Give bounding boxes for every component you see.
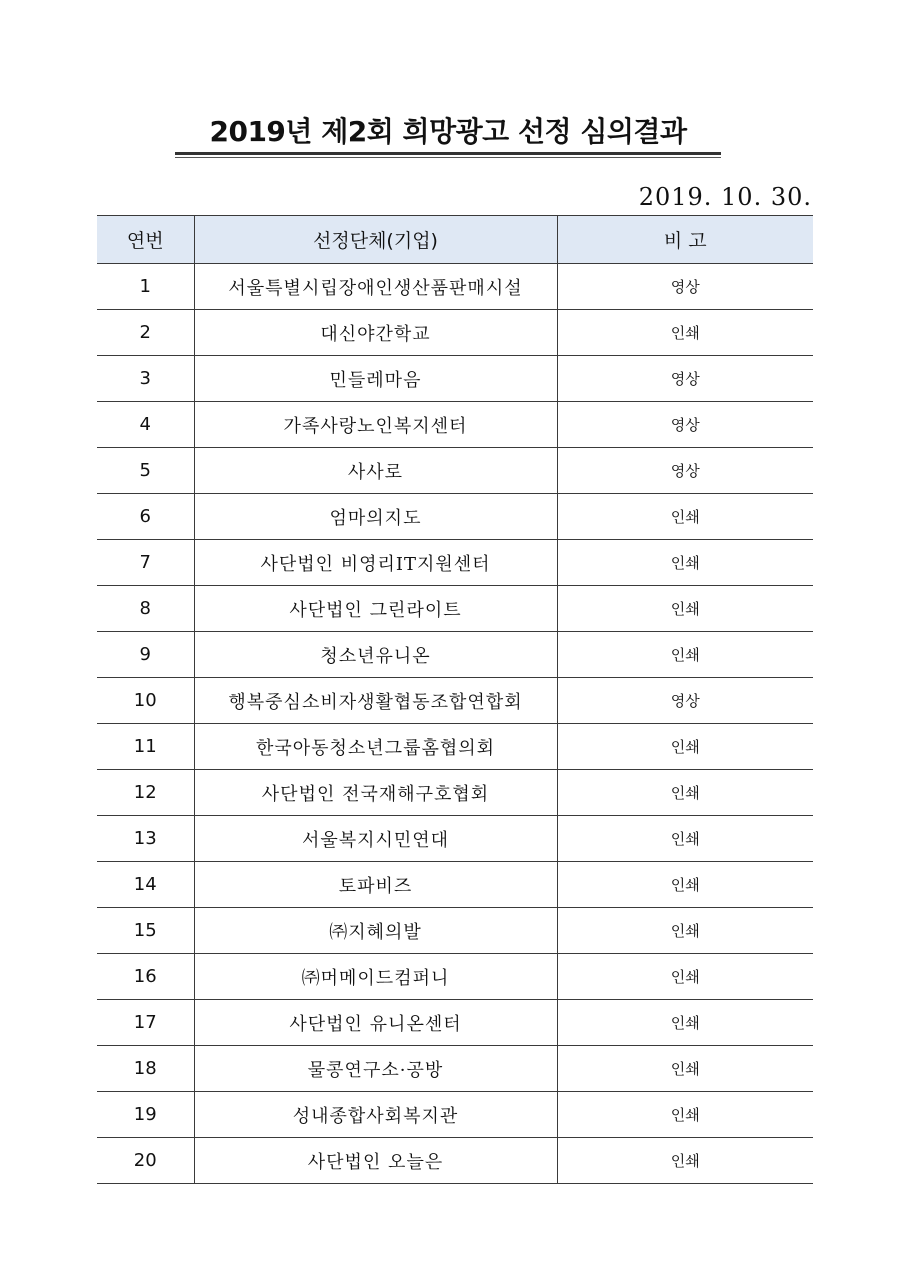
table-row xyxy=(97,540,813,586)
row-number: 13 xyxy=(97,816,194,862)
row-number: 3 xyxy=(97,356,194,402)
selection-results-table xyxy=(97,215,813,1184)
row-organization: 엄마의지도 xyxy=(194,494,557,540)
row-organization: 성내종합사회복지관 xyxy=(194,1092,557,1138)
row-organization: 민들레마음 xyxy=(194,356,557,402)
row-number: 5 xyxy=(97,448,194,494)
row-remark: 인쇄 xyxy=(557,1000,813,1046)
row-organization: 토파비즈 xyxy=(194,862,557,908)
table-row xyxy=(97,1138,813,1184)
table-row xyxy=(97,448,813,494)
row-organization: 청소년유니온 xyxy=(194,632,557,678)
row-organization: 사단법인 유니온센터 xyxy=(194,1000,557,1046)
row-organization: 물콩연구소·공방 xyxy=(194,1046,557,1092)
row-number: 6 xyxy=(97,494,194,540)
table-row xyxy=(97,954,813,1000)
row-remark: 인쇄 xyxy=(557,954,813,1000)
row-remark: 영상 xyxy=(557,678,813,724)
row-number: 11 xyxy=(97,724,194,770)
row-number: 18 xyxy=(97,1046,194,1092)
row-organization: 사단법인 그린라이트 xyxy=(194,586,557,632)
row-number: 14 xyxy=(97,862,194,908)
table-row xyxy=(97,264,813,310)
header-number: 연번 xyxy=(97,216,194,264)
row-organization: 사단법인 비영리IT지원센터 xyxy=(194,540,557,586)
table-row xyxy=(97,862,813,908)
header-organization: 선정단체(기업) xyxy=(194,216,557,264)
table-row xyxy=(97,310,813,356)
row-number: 12 xyxy=(97,770,194,816)
table-row xyxy=(97,1092,813,1138)
row-remark: 인쇄 xyxy=(557,1046,813,1092)
row-organization: 가족사랑노인복지센터 xyxy=(194,402,557,448)
page-title: 2019년 제2회 희망광고 선정 심의결과 xyxy=(209,115,687,148)
row-remark: 인쇄 xyxy=(557,586,813,632)
table-row xyxy=(97,1000,813,1046)
row-number: 4 xyxy=(97,402,194,448)
table-row xyxy=(97,908,813,954)
row-organization: 사단법인 오늘은 xyxy=(194,1138,557,1184)
table-row xyxy=(97,356,813,402)
row-remark: 인쇄 xyxy=(557,908,813,954)
title-underline-thin xyxy=(175,157,721,158)
row-remark: 인쇄 xyxy=(557,770,813,816)
row-organization: ㈜머메이드컴퍼니 xyxy=(194,954,557,1000)
row-remark: 인쇄 xyxy=(557,310,813,356)
table-row xyxy=(97,494,813,540)
row-remark: 인쇄 xyxy=(557,862,813,908)
table-row xyxy=(97,1046,813,1092)
row-organization: 사사로 xyxy=(194,448,557,494)
row-number: 7 xyxy=(97,540,194,586)
table-row xyxy=(97,632,813,678)
table-row xyxy=(97,724,813,770)
row-number: 20 xyxy=(97,1138,194,1184)
row-number: 1 xyxy=(97,264,194,310)
row-organization: 대신야간학교 xyxy=(194,310,557,356)
row-remark: 영상 xyxy=(557,448,813,494)
row-organization: 사단법인 전국재해구호협회 xyxy=(194,770,557,816)
row-remark: 인쇄 xyxy=(557,1092,813,1138)
row-number: 10 xyxy=(97,678,194,724)
table-row xyxy=(97,586,813,632)
row-number: 9 xyxy=(97,632,194,678)
row-number: 19 xyxy=(97,1092,194,1138)
title-block xyxy=(175,112,721,158)
row-remark: 인쇄 xyxy=(557,724,813,770)
row-remark: 인쇄 xyxy=(557,1138,813,1184)
row-organization: ㈜지혜의발 xyxy=(194,908,557,954)
table-row xyxy=(97,678,813,724)
row-number: 15 xyxy=(97,908,194,954)
row-number: 8 xyxy=(97,586,194,632)
row-remark: 영상 xyxy=(557,356,813,402)
row-organization: 행복중심소비자생활협동조합연합회 xyxy=(194,678,557,724)
row-number: 17 xyxy=(97,1000,194,1046)
title-underline-thick xyxy=(175,152,721,155)
row-remark: 영상 xyxy=(557,264,813,310)
table-body xyxy=(97,264,813,1184)
row-remark: 영상 xyxy=(557,402,813,448)
row-remark: 인쇄 xyxy=(557,632,813,678)
table-row xyxy=(97,402,813,448)
row-organization: 서울특별시립장애인생산품판매시설 xyxy=(194,264,557,310)
row-number: 2 xyxy=(97,310,194,356)
header-remarks: 비 고 xyxy=(557,216,813,264)
table-row xyxy=(97,816,813,862)
row-remark: 인쇄 xyxy=(557,540,813,586)
table-header-row xyxy=(97,216,813,264)
row-number: 16 xyxy=(97,954,194,1000)
document-date: 2019. 10. 30. xyxy=(638,183,812,211)
row-organization: 서울복지시민연대 xyxy=(194,816,557,862)
row-remark: 인쇄 xyxy=(557,816,813,862)
row-organization: 한국아동청소년그룹홈협의회 xyxy=(194,724,557,770)
table-row xyxy=(97,770,813,816)
row-remark: 인쇄 xyxy=(557,494,813,540)
